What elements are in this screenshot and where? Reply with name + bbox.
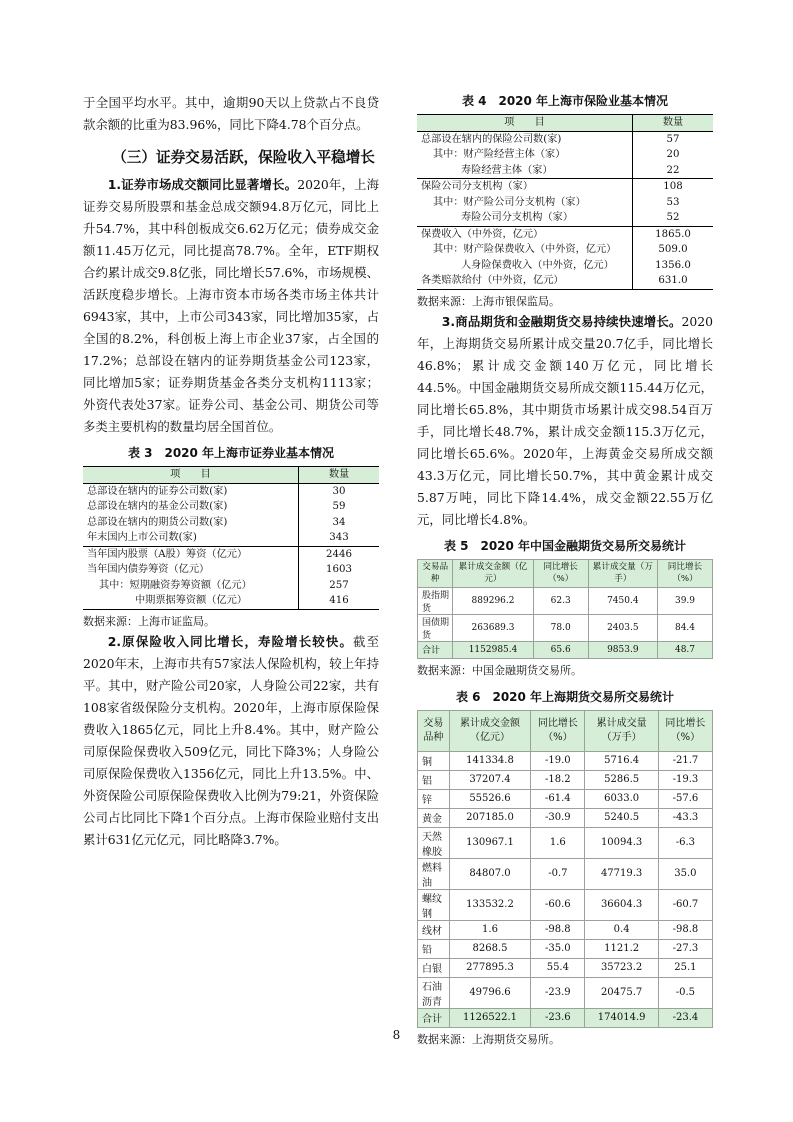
- header-cell: 数量: [299, 467, 380, 484]
- row-value: 47719.3: [585, 858, 658, 889]
- row-label: 中期票据筹资额（亿元）: [83, 593, 299, 609]
- table-row: [83, 515, 379, 531]
- row-label: 当年国内债券筹资（亿元）: [87, 564, 210, 575]
- row-label: 线材: [418, 920, 450, 939]
- row-value: 133532.2: [449, 889, 531, 920]
- row-value: 8268.5: [449, 939, 531, 958]
- row-label: 寿险经营主体（家）: [461, 164, 553, 176]
- row-value: -18.2: [531, 770, 585, 789]
- row-label: 合计: [418, 641, 453, 658]
- row-label: 当年国内股票（A股）筹资（亿元）: [83, 546, 299, 562]
- row-label: 寿险公司分支机构（家）: [461, 212, 574, 223]
- table-row: [83, 562, 379, 578]
- row-value: 174014.9: [585, 1008, 658, 1027]
- header-cell: 同比增长（%）: [658, 710, 712, 751]
- row-value: -60.6: [531, 889, 585, 920]
- row-value: -61.4: [531, 789, 585, 808]
- row-value: 65.6: [533, 641, 588, 658]
- header-cell: 累计成交量（万手）: [588, 559, 657, 587]
- row-label: 铅: [418, 939, 450, 958]
- row-value: 22: [633, 163, 714, 179]
- page-number: 8: [392, 1028, 401, 1042]
- table-row: [418, 770, 713, 789]
- table-row: [418, 827, 713, 858]
- table-row: [418, 939, 713, 958]
- table4-source: 数据来源：上海市银保监局。: [417, 294, 560, 308]
- header-cell: 累计成交金额（亿元）: [453, 559, 533, 587]
- row-value: -43.3: [658, 808, 712, 827]
- row-label: 其中：短期融资券筹资额（亿元）: [99, 579, 252, 591]
- row-value: -57.6: [658, 789, 712, 808]
- table-row: [418, 958, 713, 977]
- row-label: 保费收入（中外资，亿元）: [417, 226, 633, 242]
- table-row: [418, 920, 713, 939]
- row-value: 10094.3: [585, 827, 658, 858]
- header-cell: 交易品种: [418, 710, 450, 751]
- row-value: 52: [633, 210, 714, 226]
- row-label: 总部设在辖内的基金公司数(家): [87, 501, 228, 512]
- row-value: 55526.6: [449, 789, 531, 808]
- table-total-row: [418, 1008, 713, 1027]
- table6: [417, 710, 713, 1028]
- row-value: 263689.3: [453, 614, 533, 641]
- row-value: 5716.4: [585, 751, 658, 770]
- header-cell: 同比增长（%）: [658, 559, 713, 587]
- row-value: 35.0: [658, 858, 712, 889]
- row-value: 37207.4: [449, 770, 531, 789]
- row-value: 1152985.4: [453, 641, 533, 658]
- table-row: [418, 889, 713, 920]
- table-row: [83, 483, 379, 499]
- paragraph-securities: [83, 174, 379, 438]
- row-value: 9853.9: [588, 641, 657, 658]
- table-row: [418, 789, 713, 808]
- row-value: 34: [299, 515, 380, 531]
- row-value: 108: [633, 179, 714, 195]
- row-label: 天然橡胶: [418, 827, 450, 858]
- row-value: -30.9: [531, 808, 585, 827]
- row-label: 合计: [418, 1008, 450, 1027]
- table5-caption: 表 5 2020 年中国金融期货交易所交易统计: [443, 538, 687, 553]
- row-value: -60.7: [658, 889, 712, 920]
- paragraph-body: 2020年，上海证券交易所股票和基金总成交额94.8万亿元，同比上升54.7%，其中科创板成交6.62万亿元；债券成交金额11.45万亿元，同比提高78.7%。全年，ETF期权合约累计成交9.8亿张，同比增长57.6%，市场规模、活跃度稳步增长。上海市资本市场各类市场主体共计6943家，其中，上市公司343家，同比增加35家，占全国的8.2%，科创板上海上市企业37家，占全国的17.2%；总部设在辖内的证券期货基金公司123家，同比增加5家；证券期货基金各类分支机构1113家；外资代表处37家。证券公司、基金公司、期货公司等多类主要机构的数量均居全国首位。: [83, 177, 379, 434]
- row-label: 总部设在辖内的证券公司数(家): [87, 485, 228, 497]
- table4-caption: 表 4 2020 年上海市保险业基本情况: [461, 94, 669, 108]
- left-column: [83, 92, 379, 851]
- paragraph-insurance: [83, 631, 379, 851]
- table-row: [418, 858, 713, 889]
- table5: [417, 559, 713, 659]
- row-value: 1121.2: [585, 939, 658, 958]
- paragraph-body: 2020年，上海期货交易所累计成交量20.7亿手，同比增长46.8%；累计成交金额140万亿元，同比增长44.5%。中国金融期货交易所成交额115.44万亿元，同比增长65.8%，其中期货市场累计成交98.54百万手，同比增长48.7%，累计成交金额115.3万亿元，同比增长65.6%。2020年，上海黄金交易所成交额43.3万亿元，同比增长50.7%，其中黄金累计成交5.87万吨，同比下降14.4%，成交金额22.55万亿元，同比增长4.8%。: [417, 313, 713, 527]
- row-label: 国债期货: [418, 614, 453, 641]
- row-value: 20: [633, 147, 714, 163]
- row-label: 铜: [418, 751, 450, 770]
- paragraph-lead: 3.商品期货和金融期货交易持续快速增长。: [441, 313, 682, 329]
- row-value: 36604.3: [585, 889, 658, 920]
- header-cell: 项 目: [417, 115, 633, 132]
- row-value: 78.0: [533, 614, 588, 641]
- row-value: 1.6: [449, 920, 531, 939]
- row-value: 5240.5: [585, 808, 658, 827]
- row-value: 53: [633, 195, 714, 211]
- row-label: 人身险保费收入（中外资，亿元）: [461, 259, 614, 271]
- row-value: 25.1: [658, 958, 712, 977]
- row-value: -19.0: [531, 751, 585, 770]
- row-value: 889296.2: [453, 587, 533, 614]
- row-value: -98.8: [531, 920, 585, 939]
- table-header-row: [418, 710, 713, 751]
- row-value: -98.8: [658, 920, 712, 939]
- row-value: 2446: [299, 546, 380, 562]
- row-label: 各类赔款给付（中外资，亿元）: [417, 273, 633, 289]
- row-value: 35723.2: [585, 958, 658, 977]
- row-label: 燃料油: [418, 858, 450, 889]
- row-value: 141334.8: [449, 751, 531, 770]
- paragraph-lead: 1.证券市场成交额同比显著增长。: [107, 177, 298, 192]
- row-value: -21.7: [658, 751, 712, 770]
- row-value: 49796.6: [449, 977, 531, 1008]
- row-value: 416: [299, 593, 380, 609]
- table-row: [418, 587, 713, 614]
- table-header-row: [417, 115, 713, 132]
- table-row: [417, 258, 713, 274]
- paragraph-futures: [417, 311, 713, 531]
- paragraph-body: 截至2020年末，上海市共有57家法人保险机构，较上年持平。其中，财产险公司20家，人身险公司22家，共有108家省级保险分支机构。2020年，上海市原保险保费收入1865亿元，同比上升8.4%。其中，财产险公司原保险保费收入509亿元，同比下降3%；人身险公司原保险保费收入1356亿元，同比上升13.5%。中、外资保险公司原保险保费收入比例为79:21，外资保险公司占比同比下降1个百分点。上海市保险业赔付支出累计631亿元亿元，同比略降3.7%。: [83, 633, 379, 847]
- header-cell: 同比增长（%）: [533, 559, 588, 587]
- row-value: 343: [299, 530, 380, 546]
- table4: [417, 114, 713, 290]
- row-value: 20475.7: [585, 977, 658, 1008]
- right-column: [417, 92, 713, 1049]
- table-row: [418, 751, 713, 770]
- table-total-row: [418, 641, 713, 658]
- row-value: 39.9: [658, 587, 713, 614]
- row-value: -35.0: [531, 939, 585, 958]
- row-label: 年末国内上市公司数(家): [87, 532, 197, 543]
- table-row: [417, 273, 713, 289]
- row-value: 130967.1: [449, 827, 531, 858]
- table-row: [418, 977, 713, 1008]
- header-cell: 数量: [633, 115, 714, 132]
- row-value: 0.4: [585, 920, 658, 939]
- table-row: [417, 210, 713, 226]
- table-row: [83, 546, 379, 562]
- row-label: 股指期货: [418, 587, 453, 614]
- row-value: -23.6: [531, 1008, 585, 1027]
- table-row: [83, 578, 379, 594]
- row-label: 石油沥青: [418, 977, 450, 1008]
- row-value: 5286.5: [585, 770, 658, 789]
- table-row: [417, 163, 713, 179]
- row-value: 1865.0: [633, 226, 714, 242]
- row-value: 1126522.1: [449, 1008, 531, 1027]
- row-value: 277895.3: [449, 958, 531, 977]
- table3-caption: 表 3 2020 年上海市证券业基本情况: [127, 446, 335, 460]
- table-header-row: [418, 559, 713, 587]
- paragraph-continuation: 于全国平均水平。其中，逾期90天以上贷款占不良贷款余额的比重为83.96%，同比下降4.78个百分点。: [83, 95, 379, 132]
- row-value: 631.0: [633, 273, 714, 289]
- row-value: 1603: [299, 562, 380, 578]
- row-label: 总部设在辖内的期货公司数(家): [87, 516, 228, 528]
- table5-source: 数据来源：中国金融期货交易所。: [417, 663, 582, 677]
- row-value: 6033.0: [585, 789, 658, 808]
- header-cell: 同比增长（%）: [531, 710, 585, 751]
- row-value: 57: [633, 131, 714, 147]
- table-row: [417, 179, 713, 195]
- table3-source: 数据来源：上海市证监局。: [83, 614, 215, 628]
- row-label: 螺纹钢: [418, 889, 450, 920]
- row-label: 其中：财产险保费收入（中外资，亿元）: [433, 244, 617, 255]
- row-value: -23.9: [531, 977, 585, 1008]
- row-value: -23.4: [658, 1008, 712, 1027]
- row-value: 48.7: [658, 641, 713, 658]
- table-row: [83, 530, 379, 546]
- row-value: -27.3: [658, 939, 712, 958]
- row-label: 铝: [418, 770, 450, 789]
- table-row: [83, 593, 379, 609]
- table-header-row: [83, 467, 379, 484]
- header-cell: 累计成交量（万手）: [585, 710, 658, 751]
- row-value: 62.3: [533, 587, 588, 614]
- table-row: [418, 808, 713, 827]
- row-value: -19.3: [658, 770, 712, 789]
- table3: [83, 466, 379, 610]
- header-cell: 交易品种: [418, 559, 453, 587]
- row-label: 其中：财产险经营主体（家）: [433, 149, 566, 160]
- table-row: [417, 147, 713, 163]
- row-value: 7450.4: [588, 587, 657, 614]
- row-value: -0.5: [658, 977, 712, 1008]
- row-value: 84807.0: [449, 858, 531, 889]
- header-cell: 项 目: [83, 467, 299, 484]
- paragraph-lead: 2.原保险收入同比增长，寿险增长较快。: [107, 633, 354, 649]
- table-row: [417, 195, 713, 211]
- row-value: -6.3: [658, 827, 712, 858]
- section-heading: （三）证券交易活跃，保险收入平稳增长: [112, 149, 375, 166]
- table-row: [417, 242, 713, 258]
- table-row: [417, 226, 713, 242]
- row-value: 84.4: [658, 614, 713, 641]
- row-value: 55.4: [531, 958, 585, 977]
- table-row: [83, 499, 379, 515]
- row-label: 白银: [418, 958, 450, 977]
- row-label: 总部设在辖内的保险公司数(家): [421, 133, 562, 145]
- row-value: 1356.0: [633, 258, 714, 274]
- row-value: 1.6: [531, 827, 585, 858]
- row-value: -0.7: [531, 858, 585, 889]
- row-label: 保险公司分支机构（家）: [417, 179, 633, 195]
- row-value: 30: [299, 483, 380, 499]
- row-value: 59: [299, 499, 380, 515]
- table-row: [417, 131, 713, 147]
- row-label: 黄金: [418, 808, 450, 827]
- table6-caption: 表 6 2020 年上海期货交易所交易统计: [455, 689, 675, 704]
- row-value: 207185.0: [449, 808, 531, 827]
- header-cell: 累计成交金额（亿元）: [449, 710, 531, 751]
- row-value: 257: [299, 578, 380, 594]
- table-row: [418, 614, 713, 641]
- row-value: 2403.5: [588, 614, 657, 641]
- row-value: 509.0: [633, 242, 714, 258]
- row-label: 锌: [418, 789, 450, 808]
- table6-source: 数据来源：上海期货交易所。: [417, 1032, 560, 1046]
- row-label: 其中：财产险公司分支机构（家）: [433, 196, 586, 208]
